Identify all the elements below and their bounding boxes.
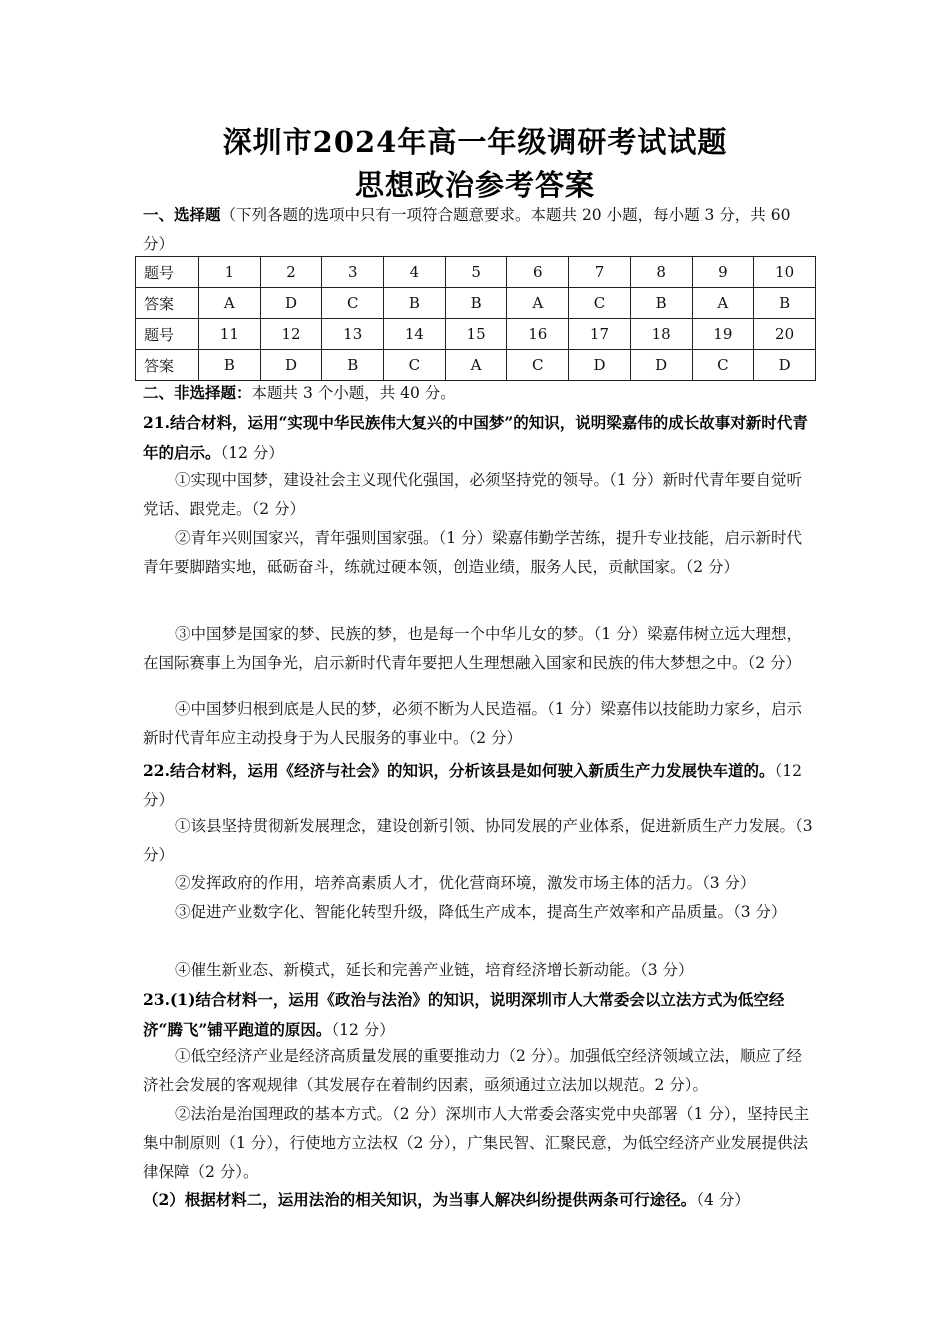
answer-cell: B [322,350,384,381]
section2-label: 二、非选择题： [143,383,252,402]
answer-cell: D [754,350,816,381]
q22-point-1: ①该县坚持贯彻新发展理念，建设创新引领、协同发展的产业体系，促进新质生产力发展。（3 分） [143,817,813,864]
answer-cell: B [199,350,261,381]
answer-table [135,256,816,381]
q21-point-4: ④中国梦归根到底是人民的梦，必须不断为人民造福。（1 分）梁嘉伟以技能助力家乡，启示新时代青年应主动投身于为人民服务的事业中。（2 分） [143,700,803,747]
question-number: 7 [569,257,631,288]
q23-sub2-question: （2）根据材料二，运用法治的相关知识，为当事人解决纠纷提供两条可行途径。 [143,1190,697,1209]
question-number: 6 [507,257,569,288]
question-number: 18 [630,319,692,350]
answer-cell: B [384,288,446,319]
question-number: 17 [569,319,631,350]
q21-question-text: 21.结合材料，运用“实现中华民族伟大复兴的中国梦”的知识，说明梁嘉伟的成长故事对新时代青年的启示。 [143,413,808,462]
q23-sub2-score: （4 分） [696,1191,750,1209]
question-number: 12 [260,319,322,350]
section1-label: 一、选择题 [143,205,221,224]
question-number: 9 [692,257,754,288]
page-subtitle: 思想政治参考答案 [354,168,595,202]
q21-question [143,408,813,468]
question-number: 14 [384,319,446,350]
question-number: 13 [322,319,384,350]
answer-cell: D [260,288,322,319]
q22-score: （12 分） [143,762,802,809]
q22-question-text: 22.结合材料，运用《经济与社会》的知识，分析该县是如何驶入新质生产力发展快车道的。 [143,761,775,780]
answer-cell: C [384,350,446,381]
answer-cell: C [322,288,384,319]
q23-score: （12 分） [331,1021,395,1039]
section2-heading [143,378,813,408]
answer-cell: B [630,288,692,319]
q23-point-1: ①低空经济产业是经济高质量发展的重要推动力（2 分）。加强低空经济领域立法，顺应了经济社会发展的客观规律（其发展存在着制约因素，亟须通过立法加以规范。2 分）。 [143,1047,803,1094]
question-number: 10 [754,257,816,288]
table-row [136,288,816,319]
q22-point-2: ②发挥政府的作用，培养高素质人才，优化营商环境，激发市场主体的活力。（3 分） [175,874,756,892]
row-label-answer: 答案 [136,288,199,319]
question-number: 3 [322,257,384,288]
answer-cell: B [754,288,816,319]
table-row [136,350,816,381]
page-title: 深圳市2024年高一年级调研考试试题 [222,125,728,159]
answer-cell: A [692,288,754,319]
question-number: 15 [445,319,507,350]
answer-cell: D [260,350,322,381]
q21-score: （12 分） [220,444,284,462]
q22-question [143,756,813,815]
answer-cell: A [445,350,507,381]
answer-cell: C [569,288,631,319]
q23-sub2 [143,1185,813,1215]
answer-cell: C [507,350,569,381]
row-label-answer: 答案 [136,350,199,381]
row-label-question: 题号 [136,319,199,350]
table-row [136,319,816,350]
q21-point-2: ②青年兴则国家兴，青年强则国家强。（1 分）梁嘉伟勤学苦练，提升专业技能，启示新时代青年要脚踏实地，砥砺奋斗，练就过硬本领，创造业绩，服务人民，贡献国家。（2 分） [143,529,803,576]
section2-instruction: 本题共 3 个小题，共 40 分。 [251,384,456,402]
table-row [136,257,816,288]
question-number: 1 [199,257,261,288]
question-number: 2 [260,257,322,288]
answer-cell: A [507,288,569,319]
answer-cell: B [445,288,507,319]
q23-question-text: 23.(1)结合材料一，运用《政治与法治》的知识，说明深圳市人大常委会以立法方式为低空经济“腾飞”铺平跑道的原因。 [143,990,785,1039]
answer-cell: C [692,350,754,381]
question-number: 8 [630,257,692,288]
q21-point-3: ③中国梦是国家的梦、民族的梦，也是每一个中华儿女的梦。（1 分）梁嘉伟树立远大理想，在国际赛事上为国争光，启示新时代青年要把人生理想融入国家和民族的伟大梦想之中。（2 分） [143,625,803,672]
answer-cell: D [630,350,692,381]
question-number: 4 [384,257,446,288]
section1-instruction: （下列各题的选项中只有一项符合题意要求。本题共 20 小题，每小题 3 分，共 60 分） [143,206,791,253]
q21-point-1: ①实现中国梦，建设社会主义现代化强国，必须坚持党的领导。（1 分）新时代青年要自觉听党话、跟党走。（2 分） [143,471,803,518]
q22-point-3: ③促进产业数字化、智能化转型升级，降低生产成本，提高生产效率和产品质量。（3 分） [175,903,787,921]
question-number: 11 [199,319,261,350]
q22-point-4: ④催生新业态、新模式，延长和完善产业链，培育经济增长新动能。（3 分） [175,961,694,979]
answer-cell: D [569,350,631,381]
q23-question [143,985,813,1045]
question-number: 20 [754,319,816,350]
q23-point-2: ②法治是治国理政的基本方式。（2 分）深圳市人大常委会落实党中央部署（1 分），坚持民主集中制原则（1 分），行使地方立法权（2 分），广集民智、汇聚民意，为低空经济产业发展提供法律保障（2 分）。 [143,1105,810,1181]
section1-heading [143,200,813,259]
question-number: 19 [692,319,754,350]
question-number: 5 [445,257,507,288]
answer-cell: A [199,288,261,319]
row-label-question: 题号 [136,257,199,288]
question-number: 16 [507,319,569,350]
